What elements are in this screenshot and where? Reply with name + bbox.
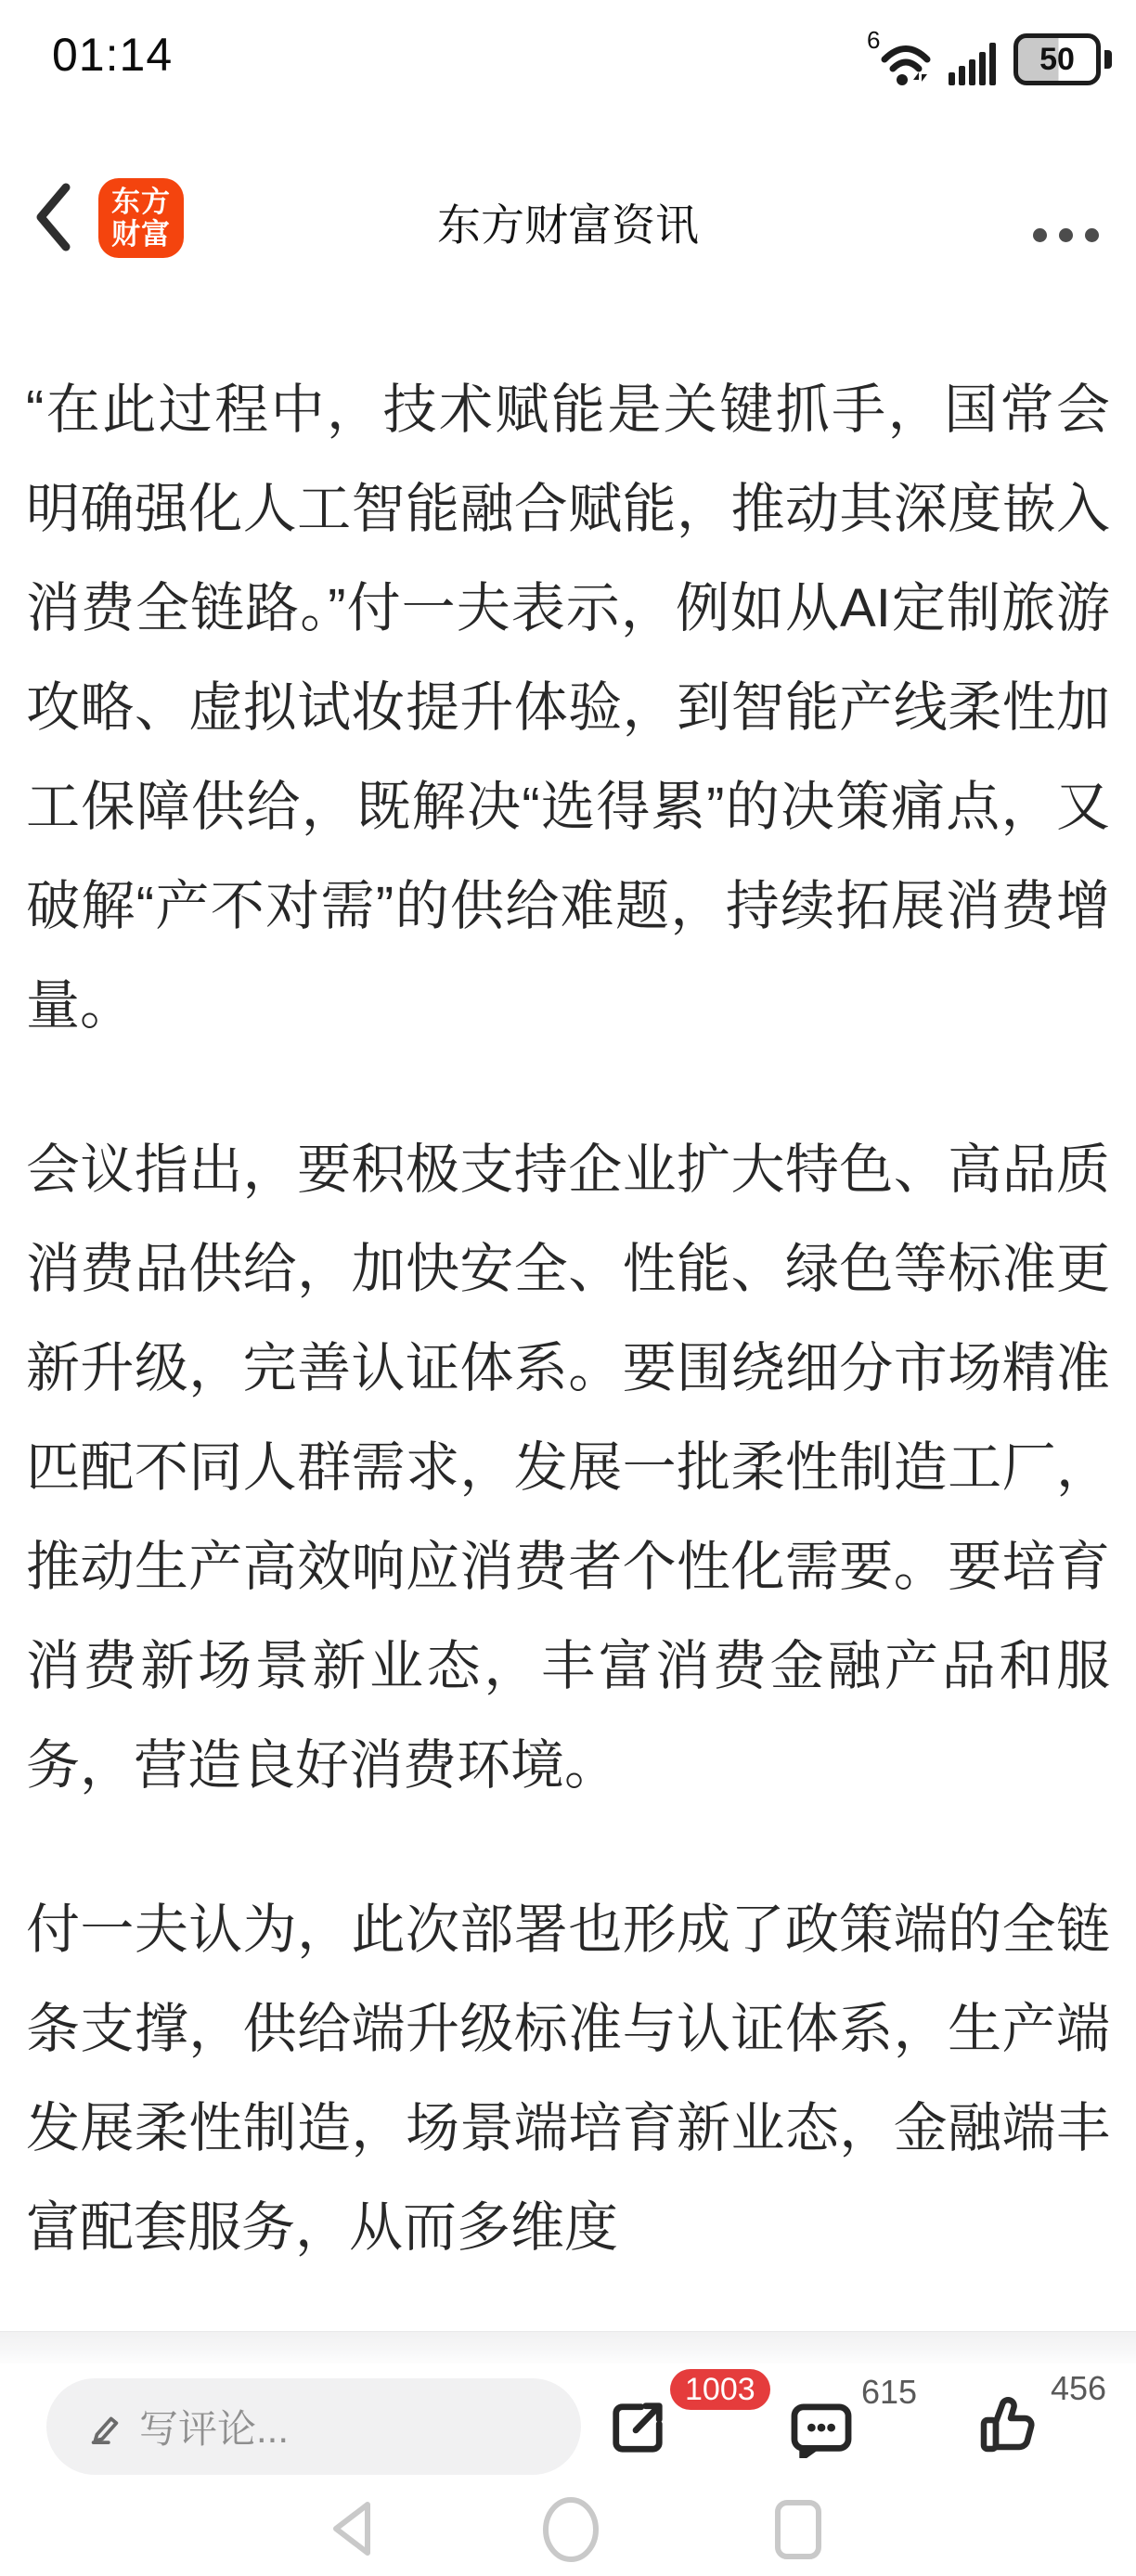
comment-placeholder: 写评论... — [139, 2407, 290, 2451]
like-count: 456 — [1051, 2369, 1107, 2407]
ellipsis-dot — [1085, 228, 1099, 242]
android-nav-bar — [0, 2488, 1136, 2576]
wifi-icon — [867, 26, 934, 85]
menu-button[interactable] — [1033, 228, 1099, 242]
article-paragraph: “在此过程中，技术赋能是关键抓手，国常会明确强化人工智能融合赋能，推动其深度嵌入消费全链路。”付一夫表示，例如从AI定制旅游攻略、虚拟试妆提升体验，到智能产线柔性加工保障供给，既解决“选得累”的决策痛点，又破解“产不对需”的供给难题，持续拓展消费增量。 — [26, 380, 1110, 1036]
nav-recents-button[interactable] — [774, 2499, 822, 2560]
bottom-overlay — [0, 2331, 1136, 2576]
signal-strength-icon — [949, 39, 999, 85]
share-badge: 1003 — [670, 2369, 770, 2410]
nav-home-button[interactable] — [542, 2495, 600, 2564]
bottom-shadow — [0, 2331, 1136, 2363]
battery-indicator — [1013, 33, 1112, 85]
status-time: 01:14 — [52, 29, 174, 81]
share-button[interactable] — [609, 2399, 666, 2456]
battery-percent: 50 — [1039, 41, 1075, 77]
logo-line-1: 东方 — [111, 186, 171, 218]
article-paragraph: 会议指出，要积极支持企业扩大特色、高品质消费品供给，加快安全、性能、绿色等标准更新升级，完善认证体系。要围绕细分市场精准匹配不同人群需求，发展一批柔性制造工厂，推动生产高效响应消费者个性化需要。要培育消费新场景新业态，丰富消费金融产品和服务，营造良好消费环境。 — [26, 1140, 1110, 1796]
ellipsis-dot — [1033, 228, 1047, 242]
article-body — [26, 360, 1110, 2576]
action-bar — [0, 2363, 1136, 2488]
battery-nub — [1104, 50, 1112, 69]
page-title: 东方财富资讯 — [437, 200, 699, 250]
edit-pencil-icon — [87, 2409, 123, 2444]
nav-back-button[interactable] — [327, 2499, 375, 2558]
wifi-generation-label: 6 — [867, 26, 881, 54]
status-icons — [867, 26, 1112, 85]
ellipsis-dot — [1059, 228, 1073, 242]
logo-line-2: 财富 — [111, 218, 171, 251]
article-paragraph: 付一夫认为，此次部署也形成了政策端的全链条支撑，供给端升级标准与认证体系，生产端发展柔性制造，场景端培育新业态，金融端丰富配套服务，从而多维度 — [26, 1900, 1110, 2258]
comment-count: 615 — [861, 2373, 918, 2411]
comment-input[interactable] — [46, 2378, 581, 2475]
comments-button[interactable] — [791, 2402, 852, 2458]
like-button[interactable] — [978, 2395, 1038, 2454]
